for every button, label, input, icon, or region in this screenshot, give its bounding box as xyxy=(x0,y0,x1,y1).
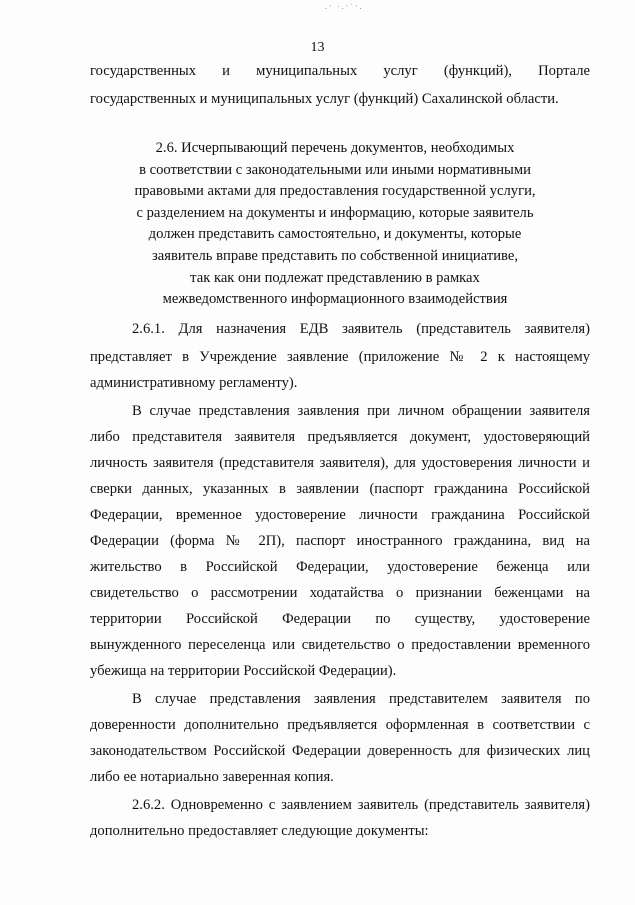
paragraph-proxy-line-4: либо ее нотариально заверенная копия. xyxy=(90,769,334,785)
paragraph-personal-line-5: Федерации, временное удостоверение личности гражданина Российской xyxy=(90,507,590,523)
scan-artifact: .· ∙.·˙·. xyxy=(325,2,364,11)
intro-line-2: государственных и муниципальных услуг (функций) Сахалинской области. xyxy=(90,91,559,107)
heading-line: должен представить самостоятельно, и документы, которые xyxy=(148,226,522,243)
heading-line: заявитель вправе представить по собственной инициативе, xyxy=(152,247,518,264)
paragraph-personal-line-1: В случае представления заявления при личном обращении заявителя xyxy=(132,403,590,419)
paragraph-personal-line-9: территории Российской Федерации по существу, удостоверение xyxy=(90,611,590,627)
paragraph-personal-line-7: жительство в Российской Федерации, удостоверение беженца или xyxy=(90,559,590,575)
paragraph-2-6-1-line-2: представляет в Учреждение заявление (приложение № 2 к настоящему xyxy=(90,349,590,365)
heading-line: в соответствии с законодательными или иными нормативными xyxy=(139,161,531,178)
paragraph-proxy-line-2: доверенности дополнительно предъявляется оформленная в соответствии с xyxy=(90,717,590,733)
paragraph-2-6-1-line-1: 2.6.1. Для назначения ЕДВ заявитель (представитель заявителя) xyxy=(132,321,590,337)
heading-line: правовыми актами для предоставления государственной услуги, xyxy=(134,183,536,200)
heading-line: 2.6. Исчерпывающий перечень документов, необходимых xyxy=(155,140,515,156)
paragraph-personal-line-8: свидетельство о рассмотрении ходатайства о признании беженцами на xyxy=(90,585,590,601)
intro-line-1: государственных и муниципальных услуг (функций), Портале xyxy=(90,63,590,79)
paragraph-personal-line-4: сверки данных, указанных в заявлении (паспорт гражданина Российской xyxy=(90,481,590,497)
paragraph-2-6-1-line-3: административному регламенту). xyxy=(90,375,298,391)
heading-line: с разделением на документы и информацию, которые заявитель xyxy=(136,204,534,221)
paragraph-proxy-line-1: В случае представления заявления представителем заявителя по xyxy=(132,691,590,707)
heading-line: так как они подлежат представлению в рамках xyxy=(190,269,480,286)
page-number: 13 xyxy=(310,40,325,55)
section-heading-2-6 xyxy=(90,138,580,311)
paragraph-2-6-2-line-2: дополнительно предоставляет следующие документы: xyxy=(90,823,429,839)
paragraph-personal-line-6: Федерации (форма № 2П), паспорт иностранного гражданина, вид на xyxy=(90,533,590,549)
paragraph-proxy-line-3: законодательством Российской Федерации доверенность для физических лиц xyxy=(90,743,590,759)
paragraph-2-6-2-line-1: 2.6.2. Одновременно с заявлением заявитель (представитель заявителя) xyxy=(132,797,590,813)
paragraph-personal-line-2: либо представителя заявителя предъявляется документ, удостоверяющий xyxy=(90,429,590,445)
paragraph-personal-line-10: вынужденного переселенца или свидетельство о предоставлении временного xyxy=(90,637,590,653)
paragraph-personal-line-11: убежища на территории Российской Федерации). xyxy=(90,663,397,679)
heading-line: межведомственного информационного взаимодействия xyxy=(162,291,508,308)
paragraph-personal-line-3: личность заявителя (представителя заявителя), для удостоверения личности и xyxy=(90,455,590,471)
